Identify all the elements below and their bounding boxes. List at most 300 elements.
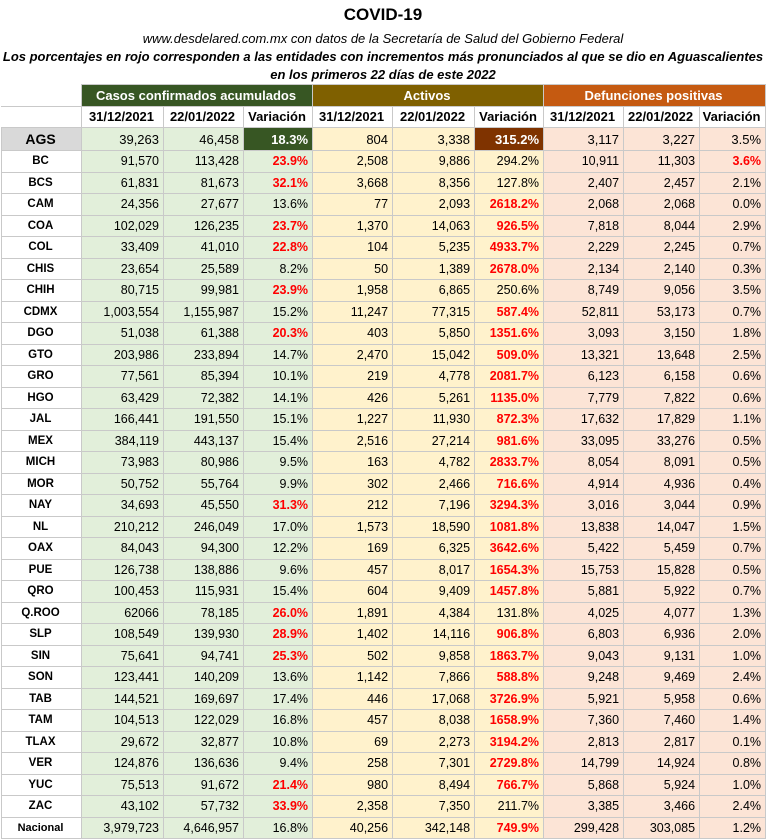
table-cell: 5,921 [544,688,624,710]
table-cell: 8,017 [393,559,475,581]
state-cell: VER [2,753,82,775]
table-cell: 1,402 [313,624,393,646]
table-cell: 9,043 [544,645,624,667]
table-cell: 2,358 [313,796,393,818]
table-cell: 73,983 [82,452,164,474]
table-cell: 5,459 [624,538,700,560]
table-cell: 77,315 [393,301,475,323]
state-cell: MEX [2,430,82,452]
table-cell: 2,508 [313,151,393,173]
table-cell: 77,561 [82,366,164,388]
table-cell: 906.8% [475,624,544,646]
table-cell: 1457.8% [475,581,544,603]
table-cell: 4,077 [624,602,700,624]
table-row [2,237,766,259]
table-cell: 138,886 [164,559,244,581]
table-cell: 1,003,554 [82,301,164,323]
table-cell: 9,056 [624,280,700,302]
table-cell: 16.8% [244,817,313,839]
table-cell: 6,158 [624,366,700,388]
state-cell: MICH [2,452,82,474]
table-cell: 80,986 [164,452,244,474]
table-cell: 2.5% [700,344,766,366]
table-cell: 27,214 [393,430,475,452]
table-cell: 32.1% [244,172,313,194]
table-cell: 588.8% [475,667,544,689]
table-cell: 75,641 [82,645,164,667]
table-cell: 4,025 [544,602,624,624]
state-cell: SLP [2,624,82,646]
table-cell: 139,930 [164,624,244,646]
table-cell: 6,936 [624,624,700,646]
table-row [2,473,766,495]
table-cell: 1,142 [313,667,393,689]
table-cell: 9.9% [244,473,313,495]
table-cell: 43,102 [82,796,164,818]
table-cell: 163 [313,452,393,474]
state-cell: YUC [2,774,82,796]
table-row [2,516,766,538]
table-cell: 31.3% [244,495,313,517]
table-row [2,667,766,689]
state-cell: GTO [2,344,82,366]
state-cell: TAM [2,710,82,732]
table-cell: 78,185 [164,602,244,624]
table-cell: 14.7% [244,344,313,366]
table-cell: 1,227 [313,409,393,431]
table-cell: 21.4% [244,774,313,796]
table-cell: 14,116 [393,624,475,646]
table-cell: 0.8% [700,753,766,775]
table-cell: 2,817 [624,731,700,753]
table-cell: 604 [313,581,393,603]
table-cell: 7,866 [393,667,475,689]
table-cell: 303,085 [624,817,700,839]
table-cell: 3,385 [544,796,624,818]
table-cell: 2,470 [313,344,393,366]
column-header: 31/12/2021 [313,106,393,128]
table-row [2,430,766,452]
table-cell: 33,276 [624,430,700,452]
table-row [2,194,766,216]
table-cell: 15.4% [244,581,313,603]
state-cell: TLAX [2,731,82,753]
table-cell: 509.0% [475,344,544,366]
state-cell: QRO [2,581,82,603]
table-cell: 11,930 [393,409,475,431]
table-cell: 5,868 [544,774,624,796]
table-cell: 2,273 [393,731,475,753]
table-cell: 3.5% [700,128,766,151]
table-cell: 9.5% [244,452,313,474]
table-cell: 14,924 [624,753,700,775]
table-cell: 3294.3% [475,495,544,517]
table-cell: 2.4% [700,796,766,818]
table-row [2,258,766,280]
table-cell: 2618.2% [475,194,544,216]
table-cell: 1654.3% [475,559,544,581]
table-cell: 126,738 [82,559,164,581]
table-cell: 57,732 [164,796,244,818]
covid-table [1,84,766,839]
page-title: COVID-19 [343,5,423,24]
table-cell: 46,458 [164,128,244,151]
table-cell: 3194.2% [475,731,544,753]
table-cell: 191,550 [164,409,244,431]
table-cell: 20.3% [244,323,313,345]
table-cell: 5,922 [624,581,700,603]
table-cell: 9,469 [624,667,700,689]
table-cell: 6,865 [393,280,475,302]
state-cell: SIN [2,645,82,667]
table-cell: 94,741 [164,645,244,667]
table-cell: 69 [313,731,393,753]
table-cell: 211.7% [475,796,544,818]
table-cell: 124,876 [82,753,164,775]
table-cell: 23,654 [82,258,164,280]
table-cell: 7,818 [544,215,624,237]
table-cell: 2081.7% [475,366,544,388]
table-cell: 13,321 [544,344,624,366]
table-cell: 9,409 [393,581,475,603]
table-row [2,602,766,624]
table-cell: 2729.8% [475,753,544,775]
table-cell: 33.9% [244,796,313,818]
table-cell: 9.4% [244,753,313,775]
table-cell: 0.5% [700,559,766,581]
table-cell: 131.8% [475,602,544,624]
table-cell: 0.7% [700,538,766,560]
table-cell: 2,407 [544,172,624,194]
state-cell: CHIS [2,258,82,280]
table-cell: 9,131 [624,645,700,667]
table-cell: 258 [313,753,393,775]
table-cell: 50,752 [82,473,164,495]
table-row [2,280,766,302]
table-cell: 34,693 [82,495,164,517]
table-cell: 2,068 [544,194,624,216]
table-cell: 55,764 [164,473,244,495]
table-cell: 210,212 [82,516,164,538]
table-cell: 15.4% [244,430,313,452]
table-cell: 166,441 [82,409,164,431]
table-cell: 7,301 [393,753,475,775]
table-cell: 342,148 [393,817,475,839]
table-cell: 749.9% [475,817,544,839]
column-header: Variación [244,106,313,128]
table-cell: 2.0% [700,624,766,646]
table-cell: 1,573 [313,516,393,538]
state-cell: MOR [2,473,82,495]
table-cell: 8,749 [544,280,624,302]
table-cell: 2.1% [700,172,766,194]
table-cell: 8,038 [393,710,475,732]
table-cell: 2.4% [700,667,766,689]
table-cell: 8.2% [244,258,313,280]
state-cell: NAY [2,495,82,517]
table-cell: 17,829 [624,409,700,431]
column-header: Variación [475,106,544,128]
table-cell: 122,029 [164,710,244,732]
state-cell: TAB [2,688,82,710]
table-cell: 8,494 [393,774,475,796]
table-cell: 113,428 [164,151,244,173]
table-body [2,128,766,839]
table-cell: 14,799 [544,753,624,775]
table-cell: 5,235 [393,237,475,259]
table-cell: 108,549 [82,624,164,646]
table-cell: 6,325 [393,538,475,560]
table-cell: 980 [313,774,393,796]
blank-header-cell [2,85,82,107]
table-cell: 16.8% [244,710,313,732]
table-cell: 28.9% [244,624,313,646]
column-header: 22/01/2022 [164,106,244,128]
table-cell: 14.1% [244,387,313,409]
state-cell: ZAC [2,796,82,818]
table-cell: 6,803 [544,624,624,646]
group-header-active: Activos [313,85,544,107]
table-row [2,301,766,323]
table-cell: 0.9% [700,495,766,517]
table-cell: 299,428 [544,817,624,839]
table-cell: 716.6% [475,473,544,495]
table-row [2,710,766,732]
table-cell: 0.7% [700,581,766,603]
table-cell: 15.1% [244,409,313,431]
page-subtitle: www.desdelared.com.mx con datos de la Secretaría de Salud del Gobierno Federal [142,31,624,46]
table-cell: 169,697 [164,688,244,710]
table-cell: 5,422 [544,538,624,560]
table-cell: 1.0% [700,645,766,667]
table-cell: 94,300 [164,538,244,560]
table-cell: 3,466 [624,796,700,818]
table-cell: 7,779 [544,387,624,409]
table-cell: 104 [313,237,393,259]
table-row [2,452,766,474]
table-row [2,538,766,560]
table-cell: 23.9% [244,280,313,302]
table-cell: 15,828 [624,559,700,581]
table-cell: 219 [313,366,393,388]
table-cell: 102,029 [82,215,164,237]
table-cell: 8,356 [393,172,475,194]
table-cell: 24,356 [82,194,164,216]
table-cell: 62066 [82,602,164,624]
table-cell: 457 [313,559,393,581]
table-row [2,323,766,345]
table-cell: 25.3% [244,645,313,667]
table-cell: 100,453 [82,581,164,603]
table-cell: 5,881 [544,581,624,603]
table-row [2,688,766,710]
table-cell: 446 [313,688,393,710]
state-cell: CDMX [2,301,82,323]
table-cell: 1.2% [700,817,766,839]
table-cell: 10.8% [244,731,313,753]
table-cell: 246,049 [164,516,244,538]
table-cell: 2,229 [544,237,624,259]
table-cell: 2,068 [624,194,700,216]
table-cell: 13.6% [244,667,313,689]
table-cell: 926.5% [475,215,544,237]
table-cell: 14,063 [393,215,475,237]
table-cell: 75,513 [82,774,164,796]
table-cell: 126,235 [164,215,244,237]
table-cell: 9.6% [244,559,313,581]
table-cell: 51,038 [82,323,164,345]
table-cell: 4,646,957 [164,817,244,839]
table-cell: 5,850 [393,323,475,345]
table-cell: 4933.7% [475,237,544,259]
table-cell: 3.6% [700,151,766,173]
table-cell: 3,338 [393,128,475,151]
table-cell: 10,911 [544,151,624,173]
table-cell: 3,093 [544,323,624,345]
table-cell: 80,715 [82,280,164,302]
column-header-row [2,106,766,128]
table-cell: 1,370 [313,215,393,237]
table-cell: 2.9% [700,215,766,237]
table-cell: 0.5% [700,452,766,474]
table-cell: 8,054 [544,452,624,474]
table-cell: 1.3% [700,602,766,624]
table-cell: 457 [313,710,393,732]
table-cell: 3,016 [544,495,624,517]
table-cell: 17,632 [544,409,624,431]
table-row [2,495,766,517]
table-cell: 212 [313,495,393,517]
table-cell: 14,047 [624,516,700,538]
table-cell: 203,986 [82,344,164,366]
state-cell: DGO [2,323,82,345]
column-header: 31/12/2021 [82,106,164,128]
state-cell: PUE [2,559,82,581]
table-cell: 2,140 [624,258,700,280]
table-row [2,817,766,839]
state-cell: GRO [2,366,82,388]
table-row [2,753,766,775]
table-cell: 0.7% [700,237,766,259]
table-cell: 23.9% [244,151,313,173]
table-cell: 2,813 [544,731,624,753]
table-cell: 27,677 [164,194,244,216]
table-row [2,366,766,388]
state-cell: NL [2,516,82,538]
state-cell: COL [2,237,82,259]
table-cell: 144,521 [82,688,164,710]
table-row [2,581,766,603]
table-cell: 17,068 [393,688,475,710]
table-cell: 8,044 [624,215,700,237]
column-header: 22/01/2022 [624,106,700,128]
table-cell: 766.7% [475,774,544,796]
table-cell: 12.2% [244,538,313,560]
table-cell: 981.6% [475,430,544,452]
table-cell: 2,134 [544,258,624,280]
table-row [2,559,766,581]
table-row [2,128,766,151]
table-cell: 4,384 [393,602,475,624]
table-cell: 26.0% [244,602,313,624]
table-cell: 15,753 [544,559,624,581]
table-cell: 13,648 [624,344,700,366]
table-row [2,172,766,194]
table-cell: 33,409 [82,237,164,259]
table-cell: 5,924 [624,774,700,796]
table-cell: 3,979,723 [82,817,164,839]
column-header: 22/01/2022 [393,106,475,128]
table-cell: 0.3% [700,258,766,280]
table-cell: 250.6% [475,280,544,302]
state-cell: CAM [2,194,82,216]
table-cell: 63,429 [82,387,164,409]
table-cell: 7,350 [393,796,475,818]
table-cell: 384,119 [82,430,164,452]
table-cell: 39,263 [82,128,164,151]
table-cell: 0.7% [700,301,766,323]
table-cell: 315.2% [475,128,544,151]
state-cell: JAL [2,409,82,431]
table-cell: 32,877 [164,731,244,753]
table-cell: 7,360 [544,710,624,732]
table-cell: 1.8% [700,323,766,345]
table-cell: 10.1% [244,366,313,388]
table-cell: 81,673 [164,172,244,194]
state-cell: COA [2,215,82,237]
table-cell: 0.6% [700,688,766,710]
table-cell: 0.5% [700,430,766,452]
table-cell: 1.5% [700,516,766,538]
table-cell: 15.2% [244,301,313,323]
table-cell: 804 [313,128,393,151]
table-cell: 7,822 [624,387,700,409]
table-cell: 0.6% [700,387,766,409]
table-cell: 50 [313,258,393,280]
table-cell: 7,196 [393,495,475,517]
table-row [2,796,766,818]
table-cell: 3,668 [313,172,393,194]
table-cell: 426 [313,387,393,409]
table-cell: 77 [313,194,393,216]
table-cell: 2678.0% [475,258,544,280]
table-cell: 15,042 [393,344,475,366]
table-cell: 5,958 [624,688,700,710]
table-cell: 11,247 [313,301,393,323]
table-cell: 33,095 [544,430,624,452]
table-cell: 17.0% [244,516,313,538]
table-cell: 1.0% [700,774,766,796]
table-cell: 1.4% [700,710,766,732]
column-header: Variación [700,106,766,128]
table-cell: 25,589 [164,258,244,280]
table-cell: 233,894 [164,344,244,366]
table-row [2,624,766,646]
table-cell: 104,513 [82,710,164,732]
table-cell: 115,931 [164,581,244,603]
table-cell: 1.1% [700,409,766,431]
table-row [2,215,766,237]
table-cell: 13,838 [544,516,624,538]
table-cell: 84,043 [82,538,164,560]
table-cell: 0.4% [700,473,766,495]
table-cell: 587.4% [475,301,544,323]
table-cell: 4,778 [393,366,475,388]
table-cell: 4,936 [624,473,700,495]
table-cell: 29,672 [82,731,164,753]
table-cell: 872.3% [475,409,544,431]
table-cell: 85,394 [164,366,244,388]
